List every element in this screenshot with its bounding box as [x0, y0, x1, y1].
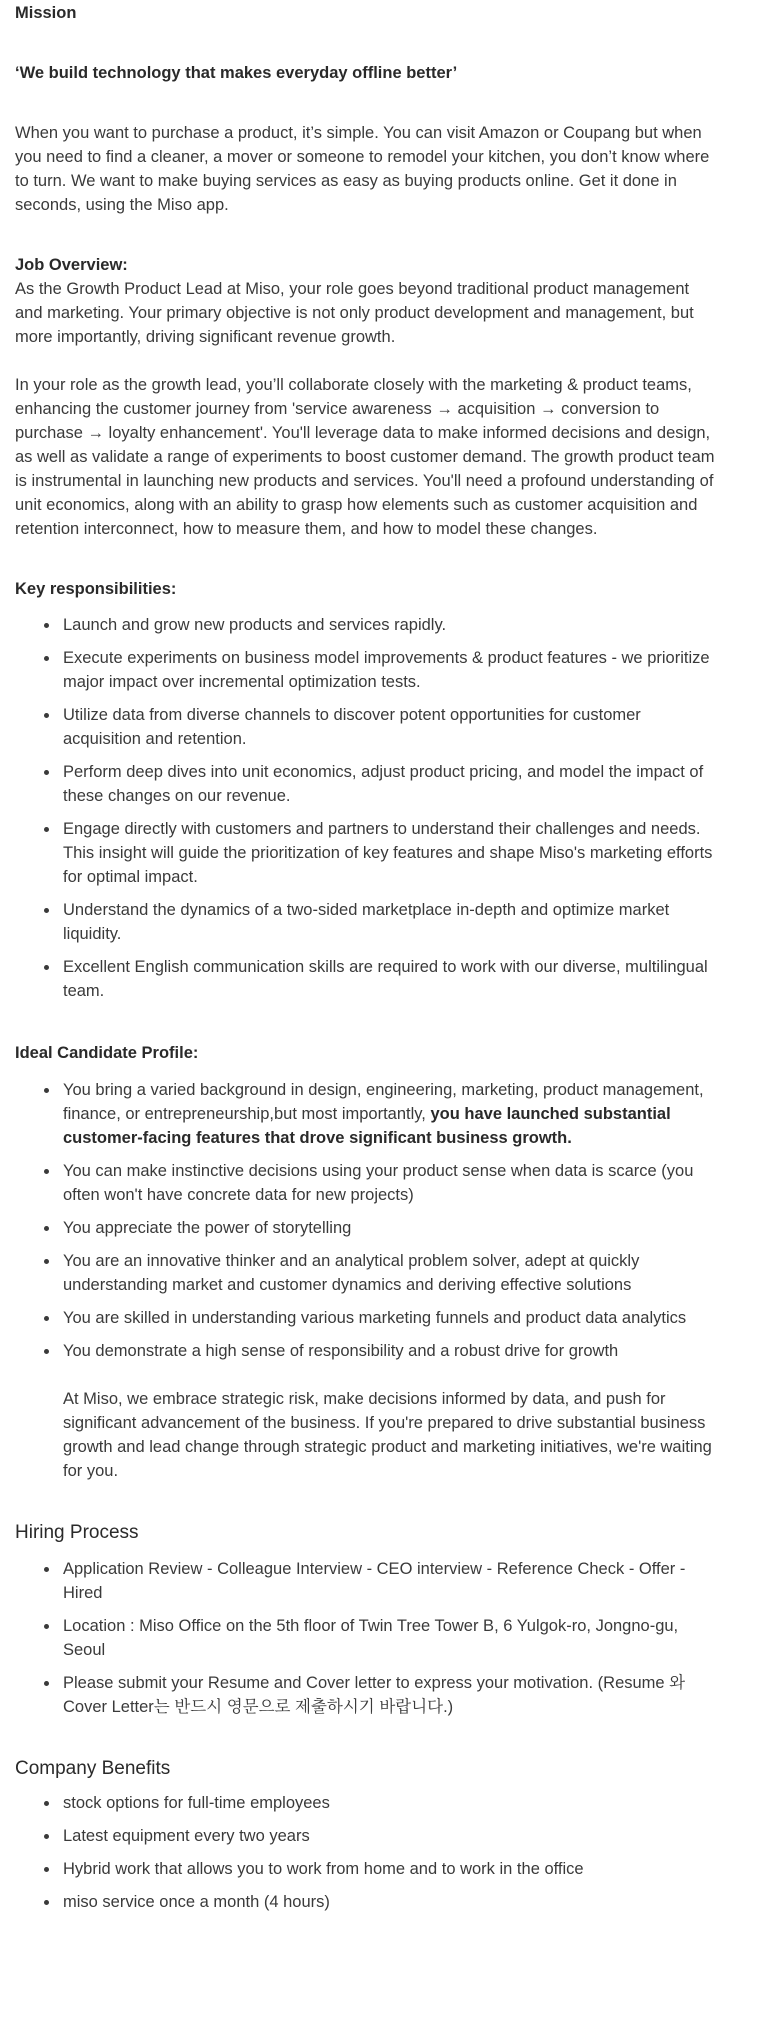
candidate-list	[15, 1078, 720, 1363]
responsibilities-heading: Key responsibilities:	[15, 580, 177, 598]
mission-heading: Mission	[15, 4, 77, 22]
list-item: Execute experiments on business model improvements & product features - we prioritize major impact over incremental optimization tests.	[63, 646, 720, 694]
hiring-heading: Hiring Process	[15, 1522, 139, 1543]
mission-intro: When you want to purchase a product, it’s simple. You can visit Amazon or Coupang but when you need to find a cleaner, a mover or someone to remodel your kitchen, you don’t know where to turn. We want to make buying services as easy as buying products online. Get it done in seconds, using the Miso app.	[15, 124, 710, 214]
job-overview-paragraph-1: As the Growth Product Lead at Miso, your role goes beyond traditional product management and marketing. Your primary objective is not only product development and management, but more importantly, driving significant revenue growth.	[15, 280, 694, 346]
benefits-list	[15, 1791, 720, 1914]
candidate-closing: At Miso, we embrace strategic risk, make decisions informed by data, and push for significant advancement of the business. If you're prepared to drive substantial business growth and lead change through strategic product and marketing initiatives, we're waiting for you.	[63, 1390, 712, 1480]
list-item: stock options for full-time employees	[63, 1791, 720, 1815]
list-item: Utilize data from diverse channels to discover potent opportunities for customer acquisition and retention.	[63, 703, 720, 751]
list-item: Latest equipment every two years	[63, 1824, 720, 1848]
job-overview-heading: Job Overview:	[15, 256, 128, 274]
list-item: Application Review - Colleague Interview - CEO interview - Reference Check - Offer - Hired	[63, 1557, 720, 1605]
list-item: You demonstrate a high sense of responsibility and a robust drive for growth	[63, 1339, 720, 1363]
candidate-heading: Ideal Candidate Profile:	[15, 1044, 199, 1062]
list-item: Excellent English communication skills are required to work with our diverse, multilingual team.	[63, 955, 720, 1003]
list-item: Perform deep dives into unit economics, adjust product pricing, and model the impact of these changes on our revenue.	[63, 760, 720, 808]
benefits-heading: Company Benefits	[15, 1758, 171, 1779]
responsibilities-list	[15, 613, 720, 1003]
list-item: You appreciate the power of storytelling	[63, 1216, 720, 1240]
list-item: Location : Miso Office on the 5th floor of Twin Tree Tower B, 6 Yulgok-ro, Jongno-gu, Seoul	[63, 1614, 720, 1662]
list-item: Engage directly with customers and partners to understand their challenges and needs. This insight will guide the prioritization of key features and shape Miso's marketing efforts for optimal impact.	[63, 817, 720, 889]
candidate-item-text: You bring a varied background in design, engineering, marketing, product management, finance, or entrepreneurship,but most importantly,	[63, 1081, 704, 1123]
list-item: miso service once a month (4 hours)	[63, 1890, 720, 1914]
job-overview-paragraph-2: In your role as the growth lead, you’ll collaborate closely with the marketing & product teams, enhancing the customer journey from 'service awareness → acquisition → conversion to purchase → loyalty enhancement'. You'll leverage data to make informed decisions and design, as well as validate a range of experiments to boost customer demand. The growth product team is instrumental in launching new products and services. You'll need a profound understanding of unit economics, along with an ability to grasp how elements such as customer acquisition and retention interconnect, how to measure them, and how to model these changes.	[15, 376, 715, 538]
list-item: Hybrid work that allows you to work from home and to work in the office	[63, 1857, 720, 1881]
mission-tagline: ‘We build technology that makes everyday offline better’	[15, 64, 458, 82]
list-item: Launch and grow new products and services rapidly.	[63, 613, 720, 637]
list-item: Understand the dynamics of a two-sided marketplace in-depth and optimize market liquidity.	[63, 898, 720, 946]
hiring-list	[15, 1557, 720, 1719]
list-item: You are skilled in understanding various marketing funnels and product data analytics	[63, 1306, 720, 1330]
list-item: You are an innovative thinker and an analytical problem solver, adept at quickly understanding market and customer dynamics and deriving effective solutions	[63, 1249, 720, 1297]
list-item	[63, 1078, 720, 1150]
candidate-item-emphasis: you have launched substantial customer-facing features that drove significant business growth.	[63, 1105, 671, 1147]
list-item: Please submit your Resume and Cover letter to express your motivation. (Resume 와 Cover Letter는 반드시 영문으로 제출하시기 바랍니다.)	[63, 1671, 720, 1719]
list-item: You can make instinctive decisions using your product sense when data is scarce (you often won't have concrete data for new projects)	[63, 1159, 720, 1207]
